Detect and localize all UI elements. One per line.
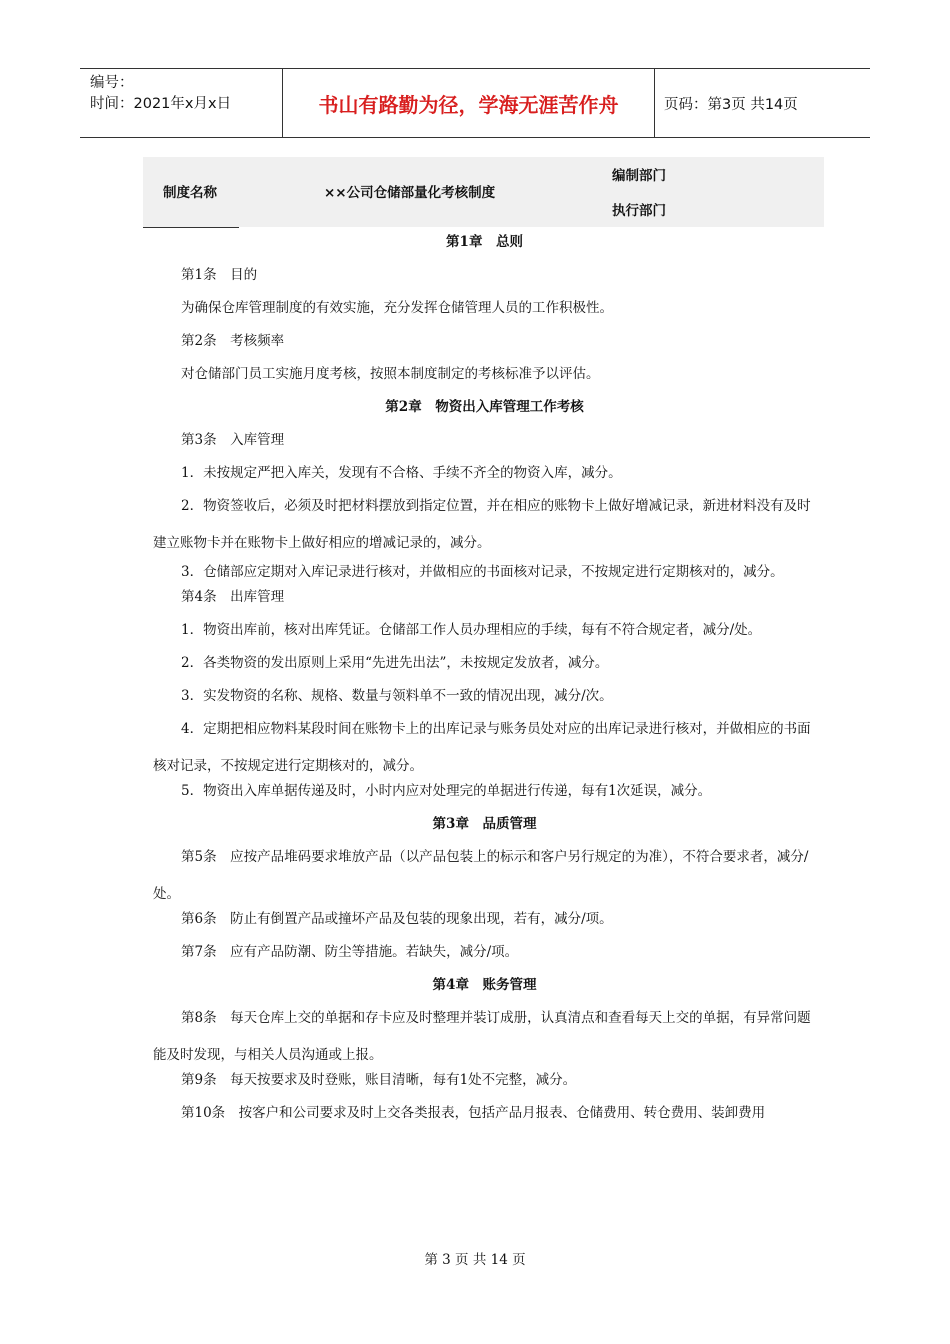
article-title: 第2条 考核频率 (181, 333, 285, 349)
clause-text: 2．物资签收后，必须及时把材料摆放到指定位置，并在相应的账物卡上做好增减记录，新进材料没有及时建立账物卡并在账物卡上做好相应的增减记录的，减分。 (153, 498, 811, 551)
executing-dept-label: 执行部门 (612, 203, 666, 219)
motto: 书山有路勤为径，学海无涯苦作舟 (283, 69, 655, 137)
article-title: 第3条 入库管理 (181, 432, 285, 448)
document-body (153, 232, 816, 1136)
article-text: 第7条 应有产品防潮、防尘等措施。若缺失，减分/项。 (181, 944, 519, 960)
article-text: 第5条 应按产品堆码要求堆放产品（以产品包装上的标示和客户另行规定的为准），不符合要求者，减分/处。 (153, 849, 809, 902)
article-title: 第1条 目的 (181, 267, 258, 283)
time-label: 时间：2021年x月x日 (90, 96, 232, 112)
page-header (80, 68, 870, 138)
chapter-heading: 第2章 物资出入库管理工作考核 (385, 399, 584, 415)
code-label: 编号： (90, 75, 134, 91)
clause-text: 1．物资出库前，核对出库凭证。仓储部工作人员办理相应的手续，每有不符合规定者，减分/处。 (181, 622, 762, 638)
regulation-name-label: 制度名称 (163, 185, 217, 201)
regulation-name-value: ××公司仓储部量化考核制度 (324, 185, 496, 201)
clause-text: 4．定期把相应物料某段时间在账物卡上的出库记录与账务员处对应的出库记录进行核对，并做相应的书面核对记录，不按规定进行定期核对的，减分。 (153, 721, 811, 774)
clause-text: 5．物资出入库单据传递及时，小时内应对处理完的单据进行传递，每有1次延误，减分。 (181, 783, 712, 799)
clause-text: 3．仓储部应定期对入库记录进行核对，并做相应的书面核对记录，不按规定进行定期核对的，减分。 (181, 564, 784, 580)
article-text: 第8条 每天仓库上交的单据和存卡应及时整理并装订成册，认真清点和查看每天上交的单据，有异常问题能及时发现，与相关人员沟通或上报。 (153, 1010, 811, 1063)
page-footer: 第 3 页 共 14 页 (424, 1252, 526, 1268)
chapter-heading: 第3章 品质管理 (432, 816, 537, 832)
page-indicator: 页码：第3页 共14页 (664, 96, 798, 113)
clause-text: 2．各类物资的发出原则上采用“先进先出法”，未按规定发放者，减分。 (181, 655, 609, 671)
article-title: 第4条 出库管理 (181, 589, 285, 605)
clause-text: 1．未按规定严把入库关，发现有不合格、手续不齐全的物资入库，减分。 (181, 465, 622, 481)
drafting-dept-label: 编制部门 (612, 168, 666, 184)
divider (143, 227, 239, 228)
header-left-cell (80, 69, 283, 137)
article-text: 对仓储部门员工实施月度考核，按照本制度制定的考核标准予以评估。 (181, 366, 600, 382)
chapter-heading: 第4章 账务管理 (432, 977, 537, 993)
article-text: 为确保仓库管理制度的有效实施，充分发挥仓储管理人员的工作积极性。 (181, 300, 613, 316)
article-text: 第9条 每天按要求及时登账，账目清晰，每有1处不完整，减分。 (181, 1072, 577, 1088)
chapter-heading: 第1章 总则 (446, 234, 523, 250)
regulation-info-table (143, 157, 824, 227)
article-text: 第6条 防止有倒置产品或撞坏产品及包装的现象出现，若有，减分/项。 (181, 911, 613, 927)
article-text: 第10条 按客户和公司要求及时上交各类报表，包括产品月报表、仓储费用、转仓费用、装卸费用 (181, 1105, 766, 1121)
clause-text: 3．实发物资的名称、规格、数量与领料单不一致的情况出现，减分/次。 (181, 688, 613, 704)
